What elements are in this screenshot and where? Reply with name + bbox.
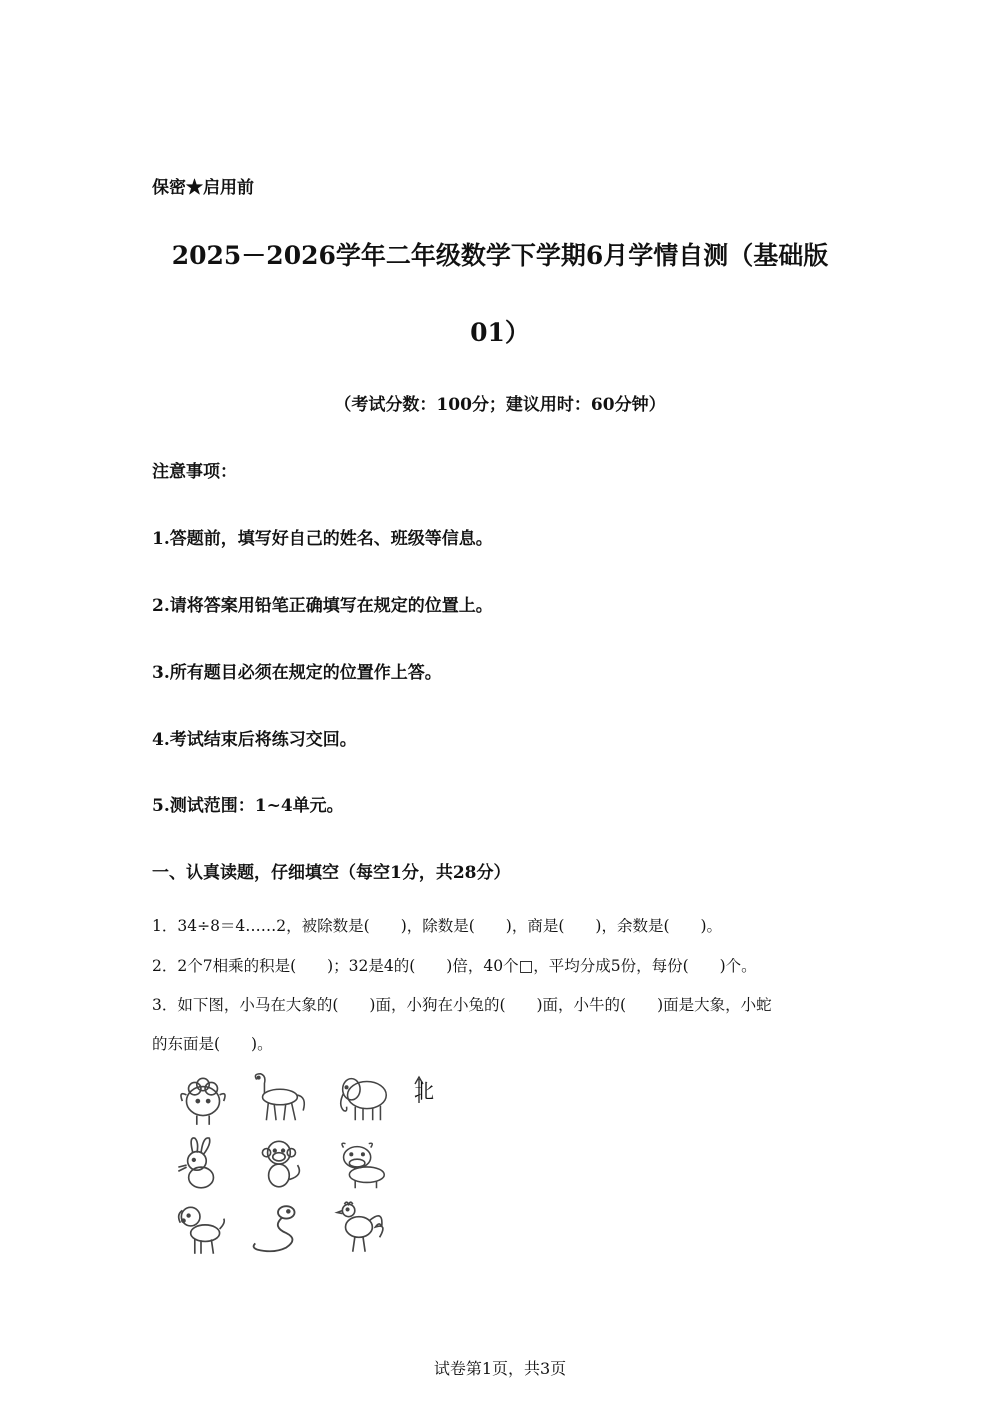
exam-title-line1: 2025－2026学年二年级数学下学期6月学情自测（基础版	[171, 241, 829, 270]
page-footer: 试卷第1页，共3页	[433, 1359, 567, 1378]
rabbit-icon	[168, 1134, 230, 1192]
dog-icon	[170, 1200, 232, 1258]
snake-icon	[247, 1202, 309, 1260]
north-label: 北	[414, 1079, 434, 1103]
cow-icon	[330, 1136, 392, 1194]
notes-heading: 注意事项：	[152, 462, 237, 482]
section-heading: 一、认真读题，仔细填空（每空1分，共28分）	[152, 863, 511, 883]
rooster-icon	[330, 1198, 392, 1256]
exam-title-line2: 01）	[470, 318, 530, 347]
note-item: 5.测试范围：1~4单元。	[152, 796, 344, 816]
question-3: 3．如下图，小马在大象的( )面，小狗在小兔的( )面，小牛的( )面是大象，小蛇	[152, 996, 772, 1014]
monkey-icon	[250, 1134, 312, 1192]
question-2: 2．2个7相乘的积是( )；32是4的( )倍，40个□，平均分成5份，每份( )个。	[152, 957, 757, 975]
note-item: 3.所有题目必须在规定的位置作上答。	[152, 663, 442, 683]
sheep-icon	[172, 1070, 234, 1128]
horse-icon	[247, 1068, 309, 1126]
note-item: 4.考试结束后将练习交回。	[152, 730, 357, 750]
confidential-label: 保密★启用前	[152, 178, 254, 198]
question-3-cont: 的东面是( )。	[152, 1035, 273, 1053]
note-item: 2.请将答案用铅笔正确填写在规定的位置上。	[152, 596, 493, 616]
elephant-icon	[332, 1068, 394, 1126]
exam-subtitle: （考试分数：100分；建议用时：60分钟）	[334, 395, 666, 415]
note-item: 1.答题前，填写好自己的姓名、班级等信息。	[152, 529, 493, 549]
question-1: 1．34÷8＝4……2，被除数是( )，除数是( )，商是( )，余数是( )。	[152, 917, 723, 935]
